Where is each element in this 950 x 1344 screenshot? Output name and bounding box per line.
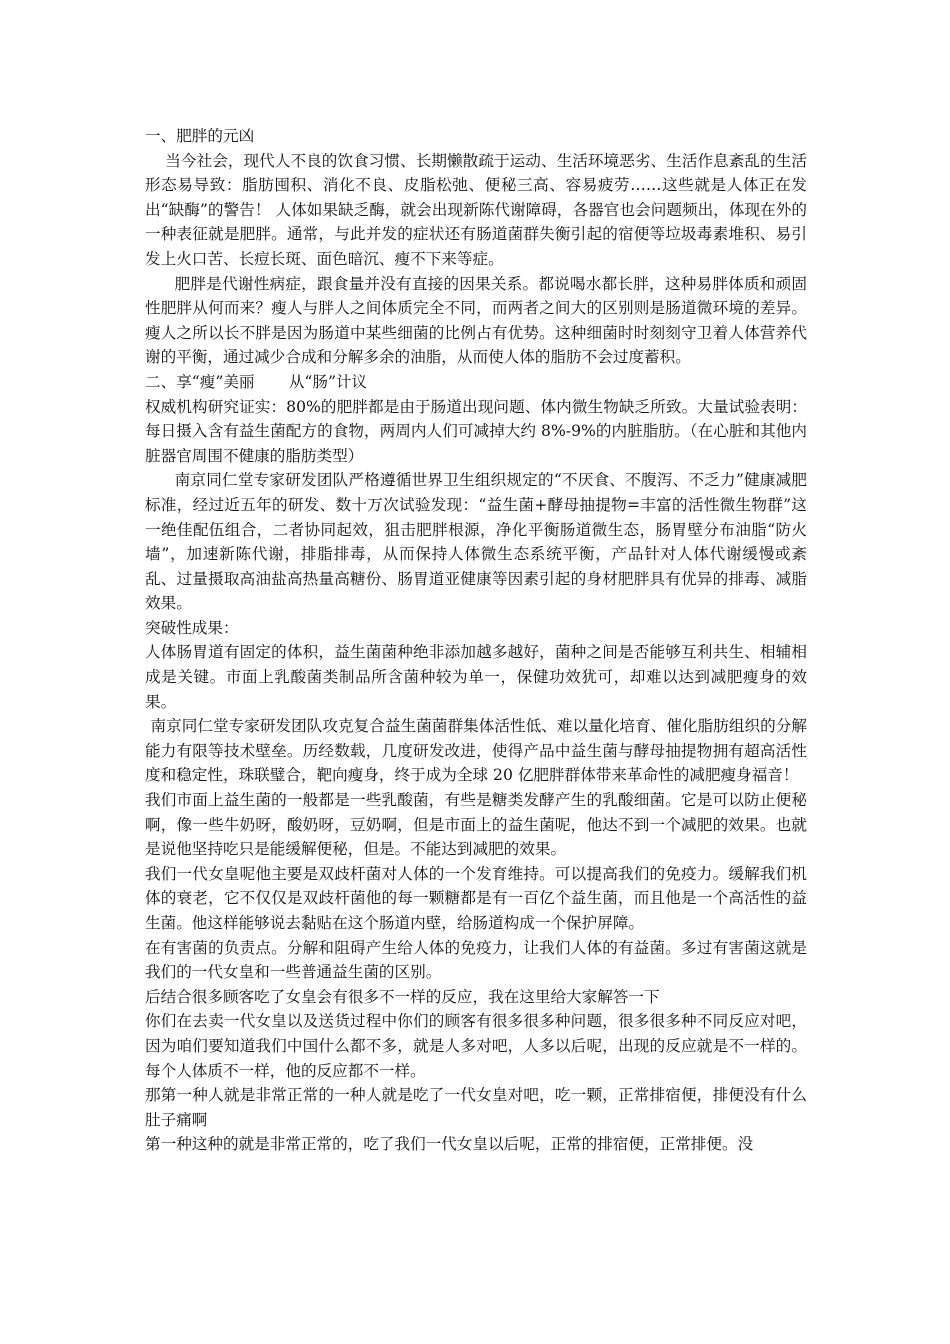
section-heading-obesity-cause: 一、肥胖的元凶 — [145, 127, 255, 145]
paragraph-product-bifidobacteria: 我们一代女皇呢他主要是双歧杆菌对人体的一个发育维持。可以提高我们的免疫力。缓解我们机体的衰老，它不仅仅是双歧杆菌他的每一颗糖都是有一百亿个益生菌，而且他是一个高活性的益生菌。他这样能够说去黏贴在这个肠道内壁，给肠道构成一个保护屏障。 — [145, 864, 807, 932]
paragraph-technical-barriers: 南京同仁堂专家研发团队攻克复合益生菌菌群集体活性低、难以量化培育、催化脂肪组织的分解能力有限等技术壁垒。历经数载，几度研发改进，使得产品中益生菌与酵母抽提物拥有超高活性度和稳定性，珠联璧合，靶向瘦身，终于成为全球 20 亿肥胖群体带来革命性的减肥瘦身福音！ — [145, 717, 807, 785]
paragraph-research-evidence: 权威机构研究证实：80%的肥胖都是由于肠道出现问题、体内微生物缺乏所致。大量试验表明：每日摄入含有益生菌配方的食物，两周内人们可减掉大约 8%-9%的内脏脂肪。（在心脏和其他内脏器官周围不健康的脂肪类型） — [145, 397, 807, 465]
paragraph-research-team: 南京同仁堂专家研发团队严格遵循世界卫生组织规定的“不厌食、不腹泻、不乏力”健康减肥标准，经过近五年的研发、数十万次试验发现：“益生菌+酵母抽提物=丰富的活性微生物群”这一绝佳配伍组合，二者协同起效，狙击肥胖根源，净化平衡肠道微生态，肠胃壁分布油脂“防火墙”，加速新陈代谢，排脂排毒，从而保持人体微生态系统平衡，产品针对人体代谢缓慢或紊乱、过量摄取高油盐高热量高糖份、肠胃道亚健康等因素引起的身材肥胖具有优异的排毒、减脂效果。 — [145, 471, 807, 613]
document-page — [145, 124, 807, 1157]
paragraph-gut-volume: 人体肠胃道有固定的体积，益生菌菌种绝非添加越多越好，菌种之间是否能够互利共生、相辅相成是关键。市面上乳酸菌类制品所含菌种较为单一，保健功效犹可，却难以达到减肥瘦身的效果。 — [145, 643, 807, 711]
paragraph-harmful-bacteria: 在有害菌的负责点。分解和阻碍产生给人体的免疫力，让我们人体的有益菌。多过有害菌这就是我们的一代女皇和一些普通益生菌的区别。 — [145, 938, 807, 982]
paragraph-market-probiotics: 我们市面上益生菌的一般都是一些乳酸菌，有些是糖类发酵产生的乳酸细菌。它是可以防止便秘啊，像一些牛奶呀，酸奶呀，豆奶啊，但是市面上的益生菌呢，他达不到一个减肥的效果。也就是说他坚持吃只是能缓解便秘，但是。不能达到减肥的效果。 — [145, 791, 807, 859]
paragraph-modern-lifestyle: 当今社会，现代人不良的饮食习惯、长期懒散疏于运动、生活环境恶劣、生活作息紊乱的生活形态易导致：脂肪囤积、消化不良、皮脂松弛、便秘三高、容易疲劳……这些就是人体正在发出“缺酶”的警告！ 人体如果缺乏酶，就会出现新陈代谢障碍，各器官也会问题频出，体现在外的一种表征就是肥胖。通常，与此并发的症状还有肠道菌群失衡引起的宿便等垃圾毒素堆积、易引发上火口苦、长痘长斑、面色暗沉、瘦不下来等症。 — [145, 151, 807, 268]
paragraph-customer-reactions: 你们在去卖一代女皇以及送货过程中你们的顾客有很多很多种问题，很多很多种不同反应对吧，因为咱们要知道我们中国什么都不多，就是人多对吧，人多以后呢，出现的反应就是不一样的。每个人体质不一样，他的反应都不一样。 — [145, 1012, 807, 1080]
section-heading-gut — [145, 370, 807, 395]
section-heading-gut-part-b: 从“肠”计议 — [288, 372, 368, 391]
section-heading-breakthrough: 突破性成果： — [145, 618, 239, 637]
paragraph-first-type: 那第一种人就是非常正常的一种人就是吃了一代女皇对吧，吃一颗，正常排宿便，排便没有什么肚子痛啊 — [145, 1086, 807, 1129]
section-heading-gut-part-a: 二、享“瘦”美丽 — [145, 372, 255, 391]
paragraph-first-type-detail: 第一种这种的就是非常正常的，吃了我们一代女皇以后呢，正常的排宿便，正常排便。没 — [145, 1135, 754, 1154]
paragraph-customer-reactions-intro: 后结合很多顾客吃了女皇会有很多不一样的反应，我在这里给大家解答一下 — [145, 987, 660, 1006]
paragraph-metabolic-disease: 肥胖是代谢性病症，跟食量并没有直接的因果关系。都说喝水都长胖，这种易胖体质和顽固性肥胖从何而来？瘦人与胖人之间体质完全不同，而两者之间大的区别则是肠道微环境的差异。瘦人之所以长不胖是因为肠道中某些细菌的比例占有优势。这种细菌时时刻刻守卫着人体营养代谢的平衡，通过减少合成和分解多余的油脂，从而使人体的脂肪不会过度蓄积。 — [145, 274, 807, 367]
